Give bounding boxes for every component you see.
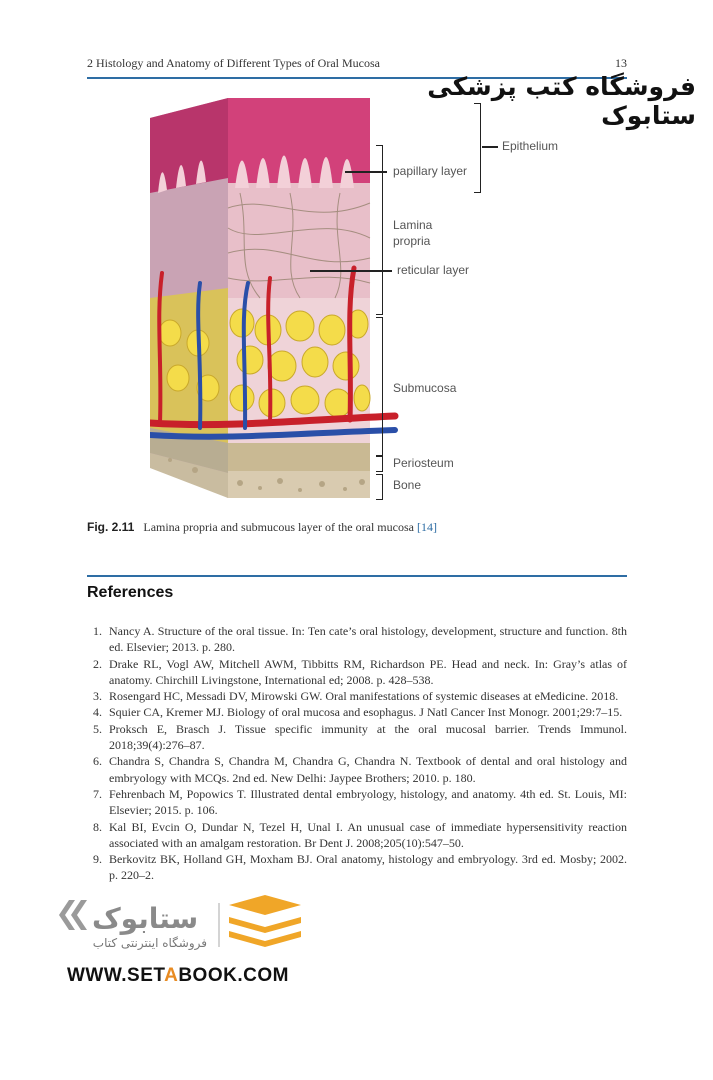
reticular-leader bbox=[310, 270, 392, 272]
chapter-title: 2 Histology and Anatomy of Different Types of Oral Mucosa bbox=[87, 56, 380, 70]
page-number: 13 bbox=[615, 56, 627, 70]
label-bone: Bone bbox=[393, 478, 422, 492]
references-list bbox=[87, 623, 627, 884]
reference-item: 4. Squier CA, Kremer MJ. Biology of oral mucosa and esophagus. J Natl Cancer Inst Monogr. 2001;29:7–15. bbox=[93, 705, 623, 720]
epithelium-bracket bbox=[474, 103, 481, 193]
caption-text: Lamina propria and submucous layer of the oral mucosa bbox=[143, 520, 414, 534]
periosteum-bracket bbox=[376, 456, 383, 472]
reference-item: 8. Kal BI, Evcin O, Dundar N, Tezel H, Unal I. An unusual case of immediate hypersensitivity reaction associated with an amalgam restoration. Br Dent J. 2008;205(10):547–50. bbox=[93, 819, 627, 850]
label-periosteum: Periosteum bbox=[393, 456, 454, 470]
book-stack-icon bbox=[229, 895, 301, 947]
logo-text: ستابوک bbox=[92, 902, 199, 935]
reference-item: 6. Chandra S, Chandra S, Chandra M, Chandra G, Chandra N. Textbook of dental and oral histology and embryology with MCQs. 2nd ed. New Delhi: Jaypee Brothers; 2010. p. 180. bbox=[93, 754, 627, 785]
running-header bbox=[87, 56, 627, 72]
label-lamina: Lamina bbox=[393, 218, 433, 232]
setabook-url[interactable]: WWW.SETABOOK.COM bbox=[67, 965, 289, 986]
label-propria: propria bbox=[393, 234, 431, 248]
reference-item: 3. Rosengard HC, Messadi DV, Mirowski GW. Oral manifestations of systemic diseases at eMedicine. 2018. bbox=[93, 689, 619, 704]
bone-bracket bbox=[376, 474, 383, 500]
periosteum-layer bbox=[228, 443, 370, 471]
figure-oral-mucosa-illustration bbox=[150, 98, 400, 503]
chevron-arrows-icon bbox=[59, 900, 87, 930]
figure-caption bbox=[87, 520, 627, 535]
reference-item: 2. Drake RL, Vogl AW, Mitchell AWM, Tibbitts RM, Richardson PE. Head and neck. In: Gray’s atlas of anatomy. Chirchill Livingstone, International ed; 2008. p. 428–538. bbox=[93, 656, 627, 687]
lamina-propria-bracket bbox=[376, 145, 383, 315]
label-submucosa: Submucosa bbox=[393, 381, 457, 395]
figure-number: Fig. 2.11 bbox=[87, 520, 135, 534]
store-watermark: فروشگاه کتب پزشکی ستابوک bbox=[427, 72, 696, 130]
reference-item: 7. Fehrenbach M, Popowics T. Illustrated dental embryology, histology, and anatomy. 4th ed. St. Louis, MI: Elsevier; 2015. p. 106. bbox=[93, 786, 627, 818]
bone-layer bbox=[228, 471, 370, 498]
references-rule bbox=[87, 575, 627, 577]
references-heading: References bbox=[87, 584, 174, 601]
epithelium-leader bbox=[482, 146, 498, 148]
submucosa-bracket bbox=[376, 317, 383, 456]
caption-citation[interactable]: [14] bbox=[416, 520, 437, 534]
label-papillary-layer: papillary layer bbox=[393, 164, 468, 178]
reference-item: 9. Berkovitz BK, Holland GH, Moxham BJ. Oral anatomy, histology and embryology. 3rd ed. Mosby; 2002. p. 220–2. bbox=[93, 852, 627, 883]
label-reticular-layer: reticular layer bbox=[397, 263, 470, 277]
setabook-logo bbox=[57, 895, 307, 955]
reference-item: 5. Proksch E, Brasch J. Tissue specific immunity at the oral mucosal barrier. Trends Immunol. 2018;39(4):276–87. bbox=[93, 721, 627, 753]
label-epithelium: Epithelium bbox=[502, 139, 559, 153]
reference-item: 1. Nancy A. Structure of the oral tissue. In: Ten cate’s oral histology, development, structure and function. 8th ed. Elsevier; 2013. p. 280. bbox=[93, 624, 627, 655]
logo-subtitle: فروشگاه اینترنتی کتاب bbox=[92, 936, 207, 950]
